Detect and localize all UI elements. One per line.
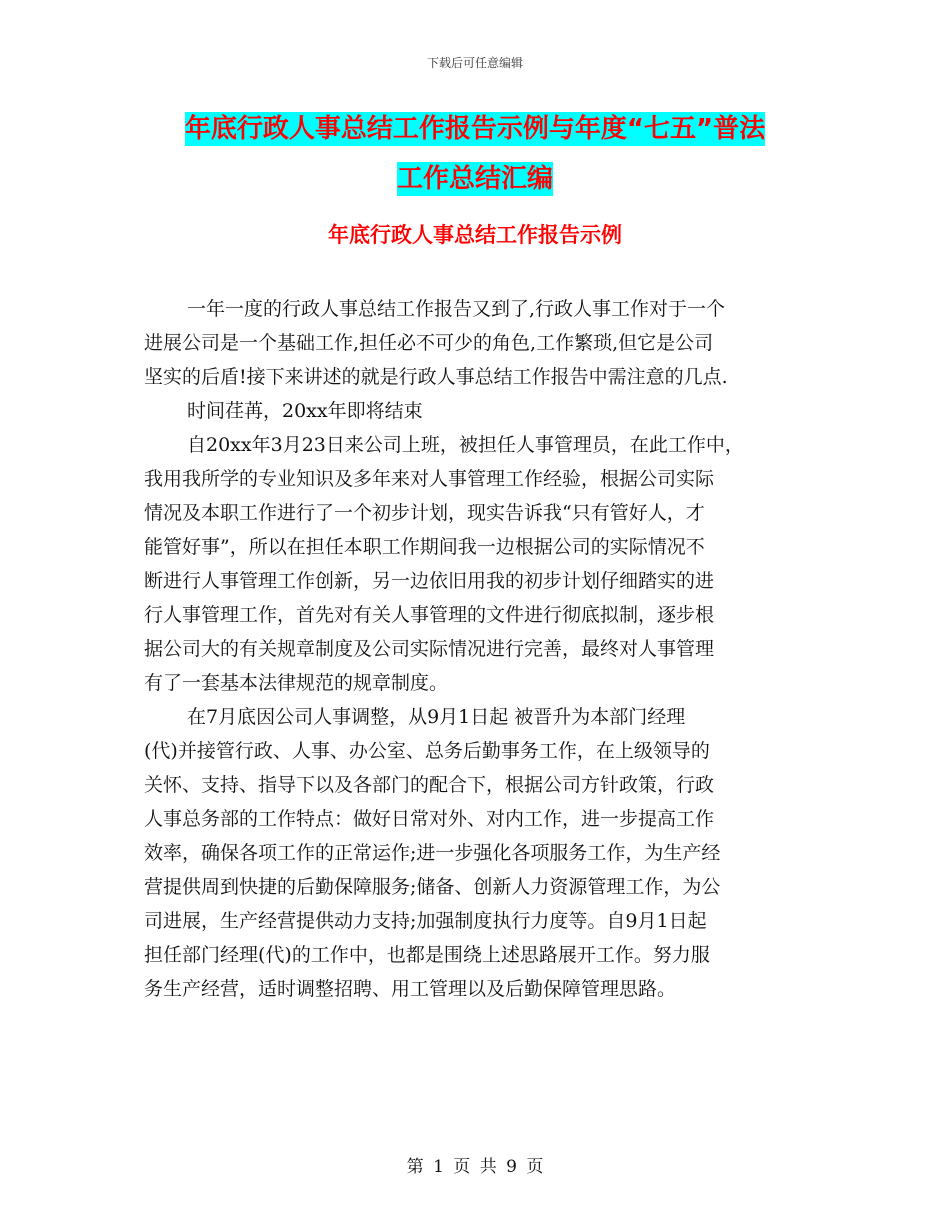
body-text-line: 有了一套基本法律规范的规章制度。 <box>144 672 449 694</box>
body-text-line: 在7月底因公司人事调整，从9月1日起 被晋升为本部门经理 <box>187 706 686 728</box>
body-text-line: 时间荏苒，20xx年即将结束 <box>187 400 423 422</box>
body-text-line: (代)并接管行政、人事、办公室、总务后勤事务工作，在上级领导的 <box>144 740 710 762</box>
body-text-line: 司进展，生产经营提供动力支持;加强制度执行力度等。自9月1日起 <box>144 910 707 932</box>
body-text-line: 行人事管理工作，首先对有关人事管理的文件进行彻底拟制，逐步根 <box>144 604 715 626</box>
document-title <box>0 104 950 204</box>
page-footer: 第 1 页 共 9 页 <box>406 1157 544 1177</box>
header-note: 下载后可任意编辑 <box>426 56 523 70</box>
body-text-line: 情况及本职工作进行了一个初步计划，现实告诉我“只有管好人，才 <box>144 502 705 524</box>
title-line-2: 工作总结汇编 <box>396 164 553 194</box>
body-text-line: 进展公司是一个基础工作,担任必不可少的角色,工作繁琐,但它是公司 <box>144 332 714 354</box>
body-text-line: 据公司大的有关规章制度及公司实际情况进行完善，最终对人事管理 <box>144 638 715 660</box>
body-text-line: 坚实的后盾!接下来讲述的就是行政人事总结工作报告中需注意的几点. <box>144 366 728 388</box>
body-text-line: 我用我所学的专业知识及多年来对人事管理工作经验，根据公司实际 <box>144 468 715 490</box>
document-body <box>144 292 814 1006</box>
body-text-line: 效率，确保各项工作的正常运作;进一步强化各项服务工作，为生产经 <box>144 842 721 864</box>
body-text-line: 担任部门经理(代)的工作中，也都是围绕上述思路展开工作。努力服 <box>144 944 710 966</box>
title-line-1: 年底行政人事总结工作报告示例与年度“七五”普法 <box>184 114 766 144</box>
body-text-line: 一年一度的行政人事总结工作报告又到了,行政人事工作对于一个 <box>187 298 726 320</box>
body-text-line: 营提供周到快捷的后勤保障服务;储备、创新人力资源管理工作，为公 <box>144 876 721 898</box>
body-text-line: 人事总务部的工作特点：做好日常对外、对内工作，进一步提高工作 <box>144 808 715 830</box>
section-title: 年底行政人事总结工作报告示例 <box>328 223 622 247</box>
body-text-line: 能管好事”，所以在担任本职工作期间我一边根据公司的实际情况不 <box>144 536 705 558</box>
body-text-line: 关怀、支持、指导下以及各部门的配合下，根据公司方针政策，行政 <box>144 774 715 796</box>
body-text-line: 务生产经营，适时调整招聘、用工管理以及后勤保障管理思路。 <box>144 978 677 1000</box>
body-text-line: 自20xx年3月23日来公司上班，被担任人事管理员，在此工作中， <box>187 434 744 456</box>
body-text-line: 断进行人事管理工作创新，另一边依旧用我的初步计划仔细踏实的进 <box>144 570 715 592</box>
